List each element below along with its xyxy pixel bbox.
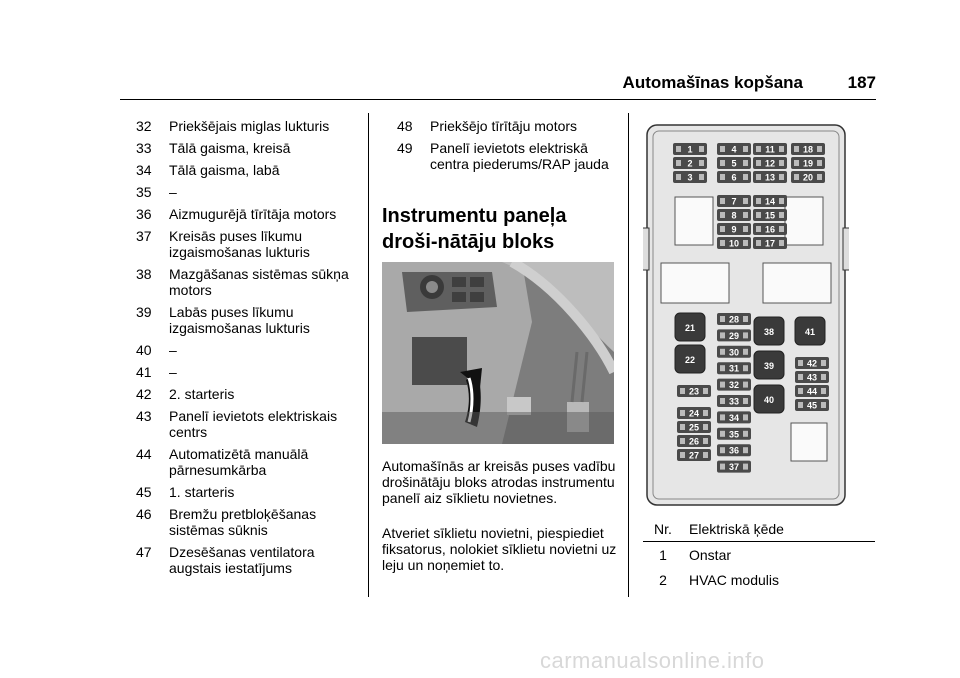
list-item-number: 37 bbox=[136, 228, 152, 244]
list-item-text: Kreisās puses līkumu izgaismošanas lukturis bbox=[169, 228, 310, 260]
column-divider-1 bbox=[368, 113, 369, 597]
list-item bbox=[397, 140, 619, 172]
fuse-terminal-left bbox=[720, 212, 725, 218]
fuse-terminal-left bbox=[720, 365, 725, 371]
fuse-terminal-left bbox=[794, 146, 799, 152]
fuse-9 bbox=[717, 223, 751, 235]
list-item-text: Mazgāšanas sistēmas sūkņa motors bbox=[169, 266, 349, 298]
list-item-text: Labās puses līkumu izgaismošanas lukturis bbox=[169, 304, 310, 336]
list-item bbox=[136, 484, 358, 500]
fuse-terminal-right bbox=[743, 160, 748, 166]
list-item-text: Tālā gaisma, kreisā bbox=[169, 140, 291, 156]
fuse-45 bbox=[795, 399, 829, 411]
list-item bbox=[397, 118, 619, 134]
list-item-number: 33 bbox=[136, 140, 152, 156]
fuse-20 bbox=[791, 171, 825, 183]
fuse-list-column-1 bbox=[136, 118, 358, 582]
fuse-32 bbox=[717, 379, 751, 391]
fuse-19 bbox=[791, 157, 825, 169]
fuse-14 bbox=[753, 195, 787, 207]
fuse-terminal-left bbox=[756, 212, 761, 218]
fuse-label: 40 bbox=[763, 395, 775, 405]
fuse-24 bbox=[677, 407, 711, 419]
fuse-label: 31 bbox=[728, 363, 740, 374]
fuse-terminal-right bbox=[821, 402, 826, 408]
list-item-number: 40 bbox=[136, 342, 152, 358]
fuse-terminal-right bbox=[743, 174, 748, 180]
table-header-nr: Nr. bbox=[654, 521, 672, 537]
list-item bbox=[136, 544, 358, 576]
fuse-terminal-left bbox=[720, 332, 725, 338]
list-item bbox=[136, 408, 358, 440]
fuse-terminal-right bbox=[743, 464, 748, 470]
list-item bbox=[136, 506, 358, 538]
fuse-label: 13 bbox=[764, 172, 776, 183]
fuse-33 bbox=[717, 395, 751, 407]
instrument-panel-photo bbox=[382, 262, 614, 444]
fuse-label: 5 bbox=[731, 158, 737, 169]
fuse-37 bbox=[717, 461, 751, 473]
fuse-label: 3 bbox=[687, 172, 693, 183]
fuse-label: 10 bbox=[728, 238, 740, 249]
fuse-terminal-right bbox=[779, 212, 784, 218]
fuse-label: 19 bbox=[802, 158, 814, 169]
fuse-terminal-left bbox=[720, 316, 725, 322]
relay-socket-mid-right bbox=[763, 263, 831, 303]
fuse-terminal-right bbox=[743, 398, 748, 404]
fuse-44 bbox=[795, 385, 829, 397]
list-item-text: 1. starteris bbox=[169, 484, 235, 500]
fuse-28 bbox=[717, 313, 751, 325]
fuse-terminal-right bbox=[779, 240, 784, 246]
fuse-25 bbox=[677, 421, 711, 433]
list-item-text: Aizmugurējā tīrītāja motors bbox=[169, 206, 337, 222]
fuse-terminal-right bbox=[817, 146, 822, 152]
fuse-34 bbox=[717, 411, 751, 423]
fuse-terminal-right bbox=[699, 160, 704, 166]
fuse-terminal-right bbox=[743, 240, 748, 246]
column-divider-2 bbox=[628, 113, 629, 597]
fuse-36 bbox=[717, 444, 751, 456]
list-item bbox=[136, 304, 358, 336]
header-title: Automašīnas kopšana bbox=[622, 73, 803, 92]
fuse-terminal-left bbox=[680, 410, 685, 416]
fuse-3 bbox=[673, 171, 707, 183]
fuse-terminal-left bbox=[676, 160, 681, 166]
fuse-terminal-left bbox=[720, 464, 725, 470]
list-item-text: – bbox=[169, 364, 177, 380]
fuse-label: 25 bbox=[688, 422, 700, 433]
fuse-terminal-right bbox=[821, 388, 826, 394]
list-item-number: 32 bbox=[136, 118, 152, 134]
fuse-8 bbox=[717, 209, 751, 221]
watermark: carmanualsonline.info bbox=[540, 648, 765, 673]
fuse-label: 33 bbox=[728, 396, 740, 407]
fuse-box-clip-right bbox=[843, 228, 849, 270]
fuse-22 bbox=[675, 345, 705, 373]
fuse-terminal-right bbox=[703, 424, 708, 430]
list-item-text: – bbox=[169, 342, 177, 358]
fuse-terminal-right bbox=[743, 198, 748, 204]
fuse-label: 7 bbox=[731, 196, 737, 207]
list-item bbox=[136, 228, 358, 260]
list-item bbox=[136, 364, 358, 380]
list-item-number: 35 bbox=[136, 184, 152, 200]
fuse-terminal-left bbox=[794, 174, 799, 180]
fuse-label: 45 bbox=[806, 400, 818, 411]
fuse-label: 28 bbox=[728, 314, 740, 325]
fuse-terminal-left bbox=[720, 160, 725, 166]
fuse-7 bbox=[717, 195, 751, 207]
instruction-paragraph-2: Atveriet sīklietu novietni, piespiediet fiksatorus, nolokiet sīklietu novietni uz leju un noņemiet to. bbox=[382, 525, 617, 573]
fuse-label: 24 bbox=[688, 408, 700, 419]
fuse-terminal-left bbox=[798, 360, 803, 366]
fuse-label: 26 bbox=[688, 436, 700, 447]
fuse-terminal-left bbox=[720, 240, 725, 246]
fuse-label: 43 bbox=[806, 372, 818, 383]
list-item-number: 46 bbox=[136, 506, 152, 522]
fuse-label: 14 bbox=[764, 196, 776, 207]
fuse-list-column-2 bbox=[397, 118, 619, 178]
fuse-terminal-right bbox=[779, 198, 784, 204]
fuse-39 bbox=[754, 351, 784, 379]
fuse-label: 23 bbox=[688, 386, 700, 397]
fuse-label: 44 bbox=[806, 386, 818, 397]
fuse-terminal-left bbox=[720, 226, 725, 232]
relay-socket-upper-right bbox=[785, 197, 823, 245]
fuse-label: 39 bbox=[763, 361, 775, 371]
fuse-terminal-right bbox=[743, 414, 748, 420]
fuse-label: 12 bbox=[764, 158, 776, 169]
connector-socket-lower-right bbox=[791, 423, 827, 461]
instruction-paragraph-1: Automašīnās ar kreisās puses vadību drošinātāju bloks atrodas instrumentu panelī aiz sīklietu novietnes. bbox=[382, 458, 616, 506]
fuse-terminal-right bbox=[779, 146, 784, 152]
list-item-number: 41 bbox=[136, 364, 152, 380]
fuse-table bbox=[643, 521, 875, 592]
list-item-number: 34 bbox=[136, 162, 152, 178]
fuse-12 bbox=[753, 157, 787, 169]
fuse-label: 34 bbox=[728, 412, 740, 423]
fuse-terminal-left bbox=[680, 388, 685, 394]
list-item-number: 49 bbox=[397, 140, 413, 156]
fuse-42 bbox=[795, 357, 829, 369]
list-item-number: 39 bbox=[136, 304, 152, 320]
fuse-label: 20 bbox=[802, 172, 814, 183]
list-item-text: Dzesēšanas ventilatora augstais iestatījums bbox=[169, 544, 315, 576]
fuse-label: 35 bbox=[728, 429, 740, 440]
fuse-terminal-right bbox=[703, 438, 708, 444]
fuse-17 bbox=[753, 237, 787, 249]
fuse-label: 38 bbox=[763, 327, 775, 337]
table-cell-circuit: HVAC modulis bbox=[689, 572, 779, 588]
fuse-terminal-left bbox=[676, 174, 681, 180]
fuse-terminal-left bbox=[720, 431, 725, 437]
fuse-11 bbox=[753, 143, 787, 155]
fuse-label: 16 bbox=[764, 224, 776, 235]
fuse-terminal-left bbox=[798, 388, 803, 394]
fuse-15 bbox=[753, 209, 787, 221]
list-item bbox=[136, 162, 358, 178]
fuse-1 bbox=[673, 143, 707, 155]
fuse-13 bbox=[753, 171, 787, 183]
fuse-terminal-right bbox=[699, 174, 704, 180]
fuse-terminal-right bbox=[743, 146, 748, 152]
section-heading: Instrumentu paneļa droši-nātāju bloks bbox=[382, 205, 567, 253]
list-item bbox=[136, 184, 358, 200]
fuse-label: 17 bbox=[764, 238, 776, 249]
fuse-terminal-left bbox=[720, 398, 725, 404]
fuse-box-diagram bbox=[643, 123, 849, 507]
list-item-number: 36 bbox=[136, 206, 152, 222]
fuse-terminal-right bbox=[743, 382, 748, 388]
fuse-5 bbox=[717, 157, 751, 169]
fuse-label: 8 bbox=[731, 210, 737, 221]
fuse-terminal-left bbox=[720, 349, 725, 355]
fuse-terminal-right bbox=[743, 226, 748, 232]
fuse-29 bbox=[717, 329, 751, 341]
fuse-terminal-right bbox=[743, 447, 748, 453]
relay-socket-mid-left bbox=[661, 263, 729, 303]
fuse-terminal-left bbox=[720, 382, 725, 388]
list-item-text: 2. starteris bbox=[169, 386, 235, 402]
fuse-terminal-left bbox=[720, 146, 725, 152]
fuse-30 bbox=[717, 346, 751, 358]
fuse-label: 41 bbox=[804, 327, 816, 337]
list-item-number: 43 bbox=[136, 408, 152, 424]
fuse-terminal-right bbox=[743, 332, 748, 338]
fuse-terminal-right bbox=[703, 388, 708, 394]
fuse-box-clip-left bbox=[643, 228, 649, 270]
list-item-number: 45 bbox=[136, 484, 152, 500]
list-item bbox=[136, 386, 358, 402]
table-cell-circuit: Onstar bbox=[689, 547, 732, 563]
fuse-4 bbox=[717, 143, 751, 155]
list-item bbox=[136, 342, 358, 358]
fuse-terminal-left bbox=[798, 374, 803, 380]
list-item-text: Bremžu pretbloķēšanas sistēmas sūknis bbox=[169, 506, 317, 538]
fuse-label: 11 bbox=[765, 144, 775, 155]
fuse-43 bbox=[795, 371, 829, 383]
fuse-label: 22 bbox=[684, 355, 696, 365]
table-cell-nr: 2 bbox=[659, 572, 667, 588]
fuse-26 bbox=[677, 435, 711, 447]
fuse-label: 15 bbox=[764, 210, 776, 221]
fuse-10 bbox=[717, 237, 751, 249]
fuse-terminal-left bbox=[680, 424, 685, 430]
fuse-terminal-left bbox=[756, 146, 761, 152]
fuse-terminal-right bbox=[703, 410, 708, 416]
fuse-41 bbox=[795, 317, 825, 345]
list-item bbox=[136, 206, 358, 222]
fuse-label: 37 bbox=[728, 462, 740, 473]
table-row bbox=[643, 547, 875, 567]
fuse-2 bbox=[673, 157, 707, 169]
fuse-label: 1 bbox=[687, 144, 693, 155]
fuse-38 bbox=[754, 317, 784, 345]
list-item-text: – bbox=[169, 184, 177, 200]
list-item-text: Automatizētā manuālā pārnesumkārba bbox=[169, 446, 309, 478]
table-header-circuit: Elektriskā ķēde bbox=[689, 521, 784, 537]
list-item-text: Priekšējo tīrītāju motors bbox=[430, 118, 578, 134]
fuse-terminal-left bbox=[756, 160, 761, 166]
table-body bbox=[643, 547, 875, 592]
fuse-27 bbox=[677, 449, 711, 461]
fuse-label: 27 bbox=[688, 450, 700, 461]
list-item bbox=[136, 266, 358, 298]
fuse-terminal-right bbox=[779, 226, 784, 232]
fuse-terminal-right bbox=[821, 374, 826, 380]
fuse-label: 21 bbox=[684, 323, 696, 333]
fuse-terminal-right bbox=[743, 316, 748, 322]
fuse-terminal-right bbox=[743, 365, 748, 371]
fuse-label: 42 bbox=[806, 358, 818, 369]
fuse-label: 32 bbox=[728, 380, 740, 391]
header-rule bbox=[120, 99, 876, 100]
relay-socket-upper-left bbox=[675, 197, 713, 245]
list-item bbox=[136, 118, 358, 134]
list-item-text: Tālā gaisma, labā bbox=[169, 162, 280, 178]
list-item-number: 38 bbox=[136, 266, 152, 282]
list-item-number: 48 bbox=[397, 118, 413, 134]
fuse-40 bbox=[754, 385, 784, 413]
fuse-terminal-left bbox=[680, 452, 685, 458]
fuse-terminal-right bbox=[817, 160, 822, 166]
list-item-number: 42 bbox=[136, 386, 152, 402]
fuse-terminal-right bbox=[743, 431, 748, 437]
table-cell-nr: 1 bbox=[659, 547, 667, 563]
fuse-terminal-left bbox=[756, 226, 761, 232]
fuse-label: 2 bbox=[687, 158, 693, 169]
list-item-text: Priekšējais miglas lukturis bbox=[169, 118, 330, 134]
fuse-terminal-right bbox=[779, 174, 784, 180]
fuse-terminal-right bbox=[817, 174, 822, 180]
fuse-terminal-right bbox=[743, 349, 748, 355]
fuse-label: 9 bbox=[731, 224, 737, 235]
fuse-35 bbox=[717, 428, 751, 440]
fuse-terminal-right bbox=[779, 160, 784, 166]
fuse-terminal-left bbox=[756, 198, 761, 204]
list-item-number: 44 bbox=[136, 446, 152, 462]
fuse-21 bbox=[675, 313, 705, 341]
list-item-text: Panelī ievietots elektriskais centrs bbox=[169, 408, 338, 440]
fuse-terminal-right bbox=[743, 212, 748, 218]
fuse-label: 4 bbox=[731, 144, 737, 155]
fuse-terminal-left bbox=[756, 240, 761, 246]
fuse-terminal-left bbox=[680, 438, 685, 444]
fuse-31 bbox=[717, 362, 751, 374]
fuse-terminal-left bbox=[798, 402, 803, 408]
fuse-terminal-left bbox=[720, 198, 725, 204]
list-item bbox=[136, 446, 358, 478]
fuse-18 bbox=[791, 143, 825, 155]
fuse-label: 36 bbox=[728, 445, 740, 456]
fuse-terminal-left bbox=[676, 146, 681, 152]
list-item-number: 47 bbox=[136, 544, 152, 560]
list-item-text: Panelī ievietots elektriskā centra piederums/RAP jauda bbox=[430, 140, 609, 172]
fuse-16 bbox=[753, 223, 787, 235]
fuse-23 bbox=[677, 385, 711, 397]
fuse-terminal-right bbox=[699, 146, 704, 152]
fuse-label: 30 bbox=[728, 347, 740, 358]
fuse-label: 18 bbox=[802, 144, 814, 155]
fuse-label: 6 bbox=[731, 172, 737, 183]
fuse-terminal-right bbox=[821, 360, 826, 366]
fuse-6 bbox=[717, 171, 751, 183]
fuse-terminal-left bbox=[720, 414, 725, 420]
fuse-terminal-left bbox=[756, 174, 761, 180]
list-item bbox=[136, 140, 358, 156]
table-header bbox=[643, 521, 875, 542]
fuse-terminal-left bbox=[794, 160, 799, 166]
fuse-terminal-left bbox=[720, 174, 725, 180]
fuse-terminal-right bbox=[703, 452, 708, 458]
fuse-terminal-left bbox=[720, 447, 725, 453]
page-number: 187 bbox=[847, 73, 876, 92]
table-row bbox=[643, 572, 875, 592]
fuse-label: 29 bbox=[728, 330, 740, 341]
